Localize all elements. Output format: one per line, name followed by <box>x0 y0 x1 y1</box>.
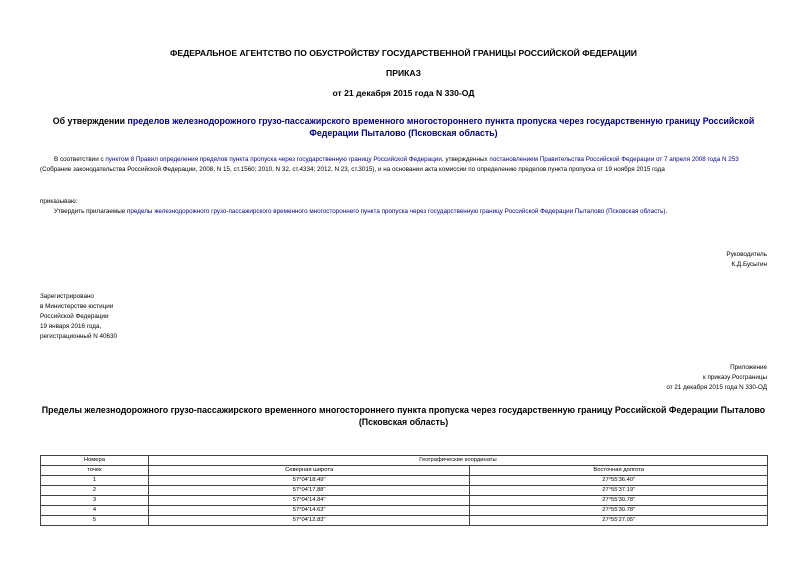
registration-line-5: регистрационный N 40630 <box>40 333 118 340</box>
longitude-cell: 27°55'37.19" <box>470 486 768 496</box>
appendix-line-2: к приказу Росграницы <box>703 374 767 381</box>
appendix-title: Пределы железнодорожного грузо-пассажирского временного многостороннего пункта пропуска через государственную границу Российской Федерации Пыталово (Псковская область) <box>41 405 766 427</box>
col-number-header-1: Номера <box>41 456 149 466</box>
latitude-cell: 57°04'12.83" <box>148 516 470 526</box>
longitude-cell: 27°55'30.78" <box>470 506 768 516</box>
preamble-text-3: (Собрание законодательства Российской Федерации, 2008, N 15, ст.1560; 2010, N 32, ст.4334; 2012, N 23, ст.3015), и на основании акта комиссии по определению пределов пункта пропуска от 19 ноября 2015 года <box>40 166 665 173</box>
preamble-text-2: , утвержденных <box>441 156 490 163</box>
point-number: 1 <box>41 476 149 486</box>
rules-link[interactable]: пунктом 8 Правил определения пределов пункта пропуска через государственную границу Российской Федерации <box>105 156 442 163</box>
registration-line-1: Зарегистрировано <box>40 293 94 300</box>
latitude-cell: 57°04'17.88" <box>148 486 470 496</box>
table-row <box>41 476 768 486</box>
table-header-row-2 <box>41 466 768 476</box>
limits-link[interactable]: пределы железнодорожного грузо-пассажирского временного многостороннего пункта пропуска через государственную границу Российской Федерации Пыталово (Псковская область) <box>127 208 666 215</box>
doc-date-number: от 21 декабря 2015 года N 330-ОД <box>332 88 475 98</box>
order-label: приказываю: <box>40 198 78 205</box>
point-number: 5 <box>41 516 149 526</box>
agency-name: ФЕДЕРАЛЬНОЕ АГЕНТСТВО ПО ОБУСТРОЙСТВУ ГОСУДАРСТВЕННОЙ ГРАНИЦЫ РОССИЙСКОЙ ФЕДЕРАЦИИ <box>170 48 637 58</box>
point-number: 3 <box>41 496 149 506</box>
signature-name: К.Д.Бусыгин <box>731 261 767 268</box>
coordinates-table <box>40 455 768 526</box>
col-number-header-2: точек <box>41 466 149 476</box>
registration-line-4: 19 января 2016 года, <box>40 323 102 330</box>
table-row <box>41 486 768 496</box>
col-lat-header: Северная широта <box>148 466 470 476</box>
longitude-cell: 27°55'36.40" <box>470 476 768 486</box>
registration-line-3: Российской Федерации <box>40 313 109 320</box>
title-link[interactable]: пределов железнодорожного грузо-пассажирского временного многостороннего пункта пропуска через государственную границу Российской Федерации Пыталово (Псковская область) <box>127 116 755 138</box>
order-text-2: . <box>665 208 668 215</box>
col-geo-header: Географические координаты <box>148 456 767 466</box>
appendix-line-1: Приложение <box>730 364 767 371</box>
order-text-1: Утвердить прилагаемые <box>54 208 127 215</box>
preamble-text-1: В соответствии с <box>54 156 106 163</box>
resolution-link[interactable]: постановлением Правительства Российской Федерации от 7 апреля 2008 года N 253 <box>489 156 739 163</box>
longitude-cell: 27°55'30.78" <box>470 496 768 506</box>
table-header-row-1 <box>41 456 768 466</box>
table-row <box>41 516 768 526</box>
point-number: 2 <box>41 486 149 496</box>
point-number: 4 <box>41 506 149 516</box>
longitude-cell: 27°55'27.05" <box>470 516 768 526</box>
latitude-cell: 57°04'14.84" <box>148 496 470 506</box>
title-prefix: Об утверждении <box>52 116 128 126</box>
latitude-cell: 57°04'18.49" <box>148 476 470 486</box>
latitude-cell: 57°04'14.63" <box>148 506 470 516</box>
registration-line-2: в Министерстве юстиции <box>40 303 114 310</box>
doc-type: ПРИКАЗ <box>386 68 421 78</box>
table-row <box>41 496 768 506</box>
order-paragraph <box>40 207 767 217</box>
preamble-paragraph <box>40 155 767 175</box>
table-row <box>41 506 768 516</box>
appendix-line-3: от 21 декабря 2015 года N 330-ОД <box>666 384 767 391</box>
document-title <box>40 115 767 139</box>
signature-position: Руководитель <box>726 251 767 258</box>
col-lon-header: Восточная долгота <box>470 466 768 476</box>
